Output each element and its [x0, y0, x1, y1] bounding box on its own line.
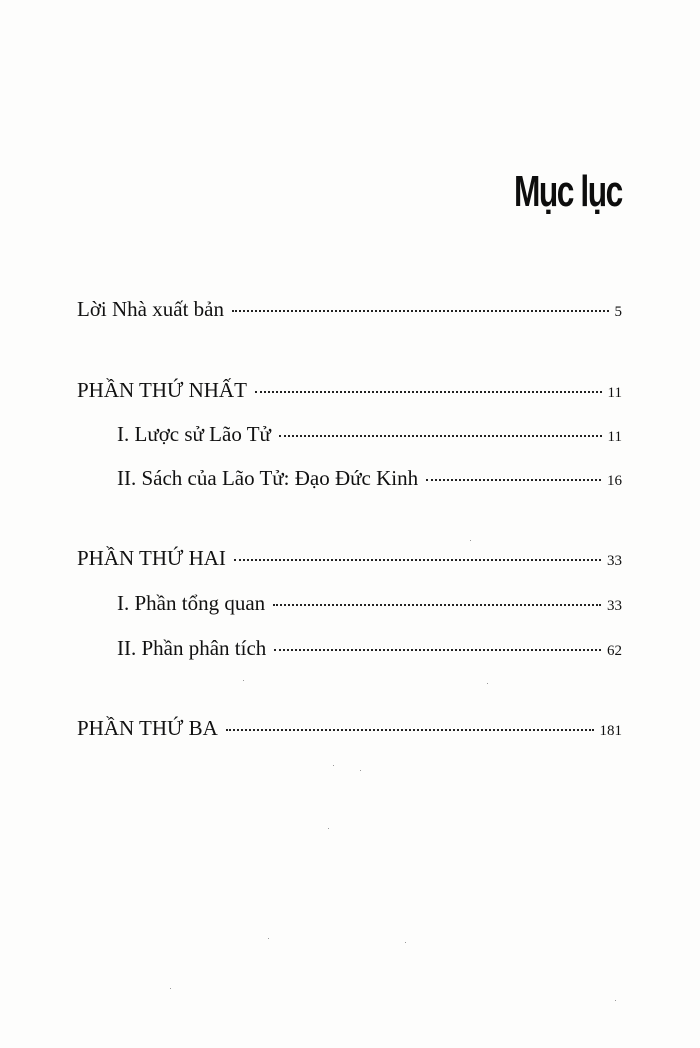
scan-speck [333, 765, 334, 766]
toc-entry-page-number: 11 [607, 385, 622, 401]
toc-entry-part-two[interactable] [77, 545, 622, 574]
page-title: Mục lục [514, 167, 622, 216]
toc-entry-part-one-section-1[interactable] [117, 421, 622, 450]
toc-entry-page-number: 11 [607, 429, 622, 445]
toc-entry-part-two-section-1[interactable] [117, 590, 622, 619]
toc-entry-label: II. Phần phân tích [117, 636, 267, 660]
toc-entry-label: PHẦN THỨ NHẤT [77, 378, 247, 402]
scan-speck [243, 680, 244, 681]
dot-leader [273, 604, 601, 606]
toc-entry-part-three[interactable] [77, 715, 622, 744]
dot-leader [234, 559, 601, 561]
scan-speck [268, 938, 269, 939]
toc-entry-label: PHẦN THỨ HAI [77, 546, 226, 570]
scan-speck [470, 540, 471, 541]
toc-entry-page-number: 33 [607, 598, 622, 614]
toc-entry-label: PHẦN THỨ BA [77, 716, 218, 740]
scan-speck [405, 942, 406, 943]
toc-entry-part-one-section-2[interactable] [117, 465, 622, 494]
scan-speck [170, 988, 171, 989]
toc-entry-label: Lời Nhà xuất bản [77, 297, 224, 321]
scan-speck [360, 770, 361, 771]
toc-entry-page-number: 33 [607, 553, 622, 569]
dot-leader [255, 391, 602, 393]
toc-entry-page-number: 181 [599, 723, 622, 739]
toc-entry-publisher-note[interactable] [77, 296, 622, 325]
toc-entry-label: II. Sách của Lão Tử: Đạo Đức Kinh [117, 466, 419, 490]
scan-speck [615, 1000, 616, 1001]
dot-leader [279, 435, 602, 437]
dot-leader [232, 310, 609, 312]
scan-speck [487, 683, 488, 684]
toc-entry-label: I. Lược sử Lão Tử [117, 422, 271, 446]
scan-speck [328, 828, 329, 829]
dot-leader [226, 729, 594, 731]
toc-entry-part-one[interactable] [77, 377, 622, 406]
toc-entry-page-number: 16 [607, 473, 622, 489]
toc-entry-page-number: 62 [607, 643, 622, 659]
toc-entry-page-number: 5 [614, 304, 622, 320]
toc-entry-label: I. Phần tổng quan [117, 591, 266, 615]
dot-leader [426, 479, 601, 481]
toc-entry-part-two-section-2[interactable] [117, 635, 622, 664]
dot-leader [274, 649, 601, 651]
